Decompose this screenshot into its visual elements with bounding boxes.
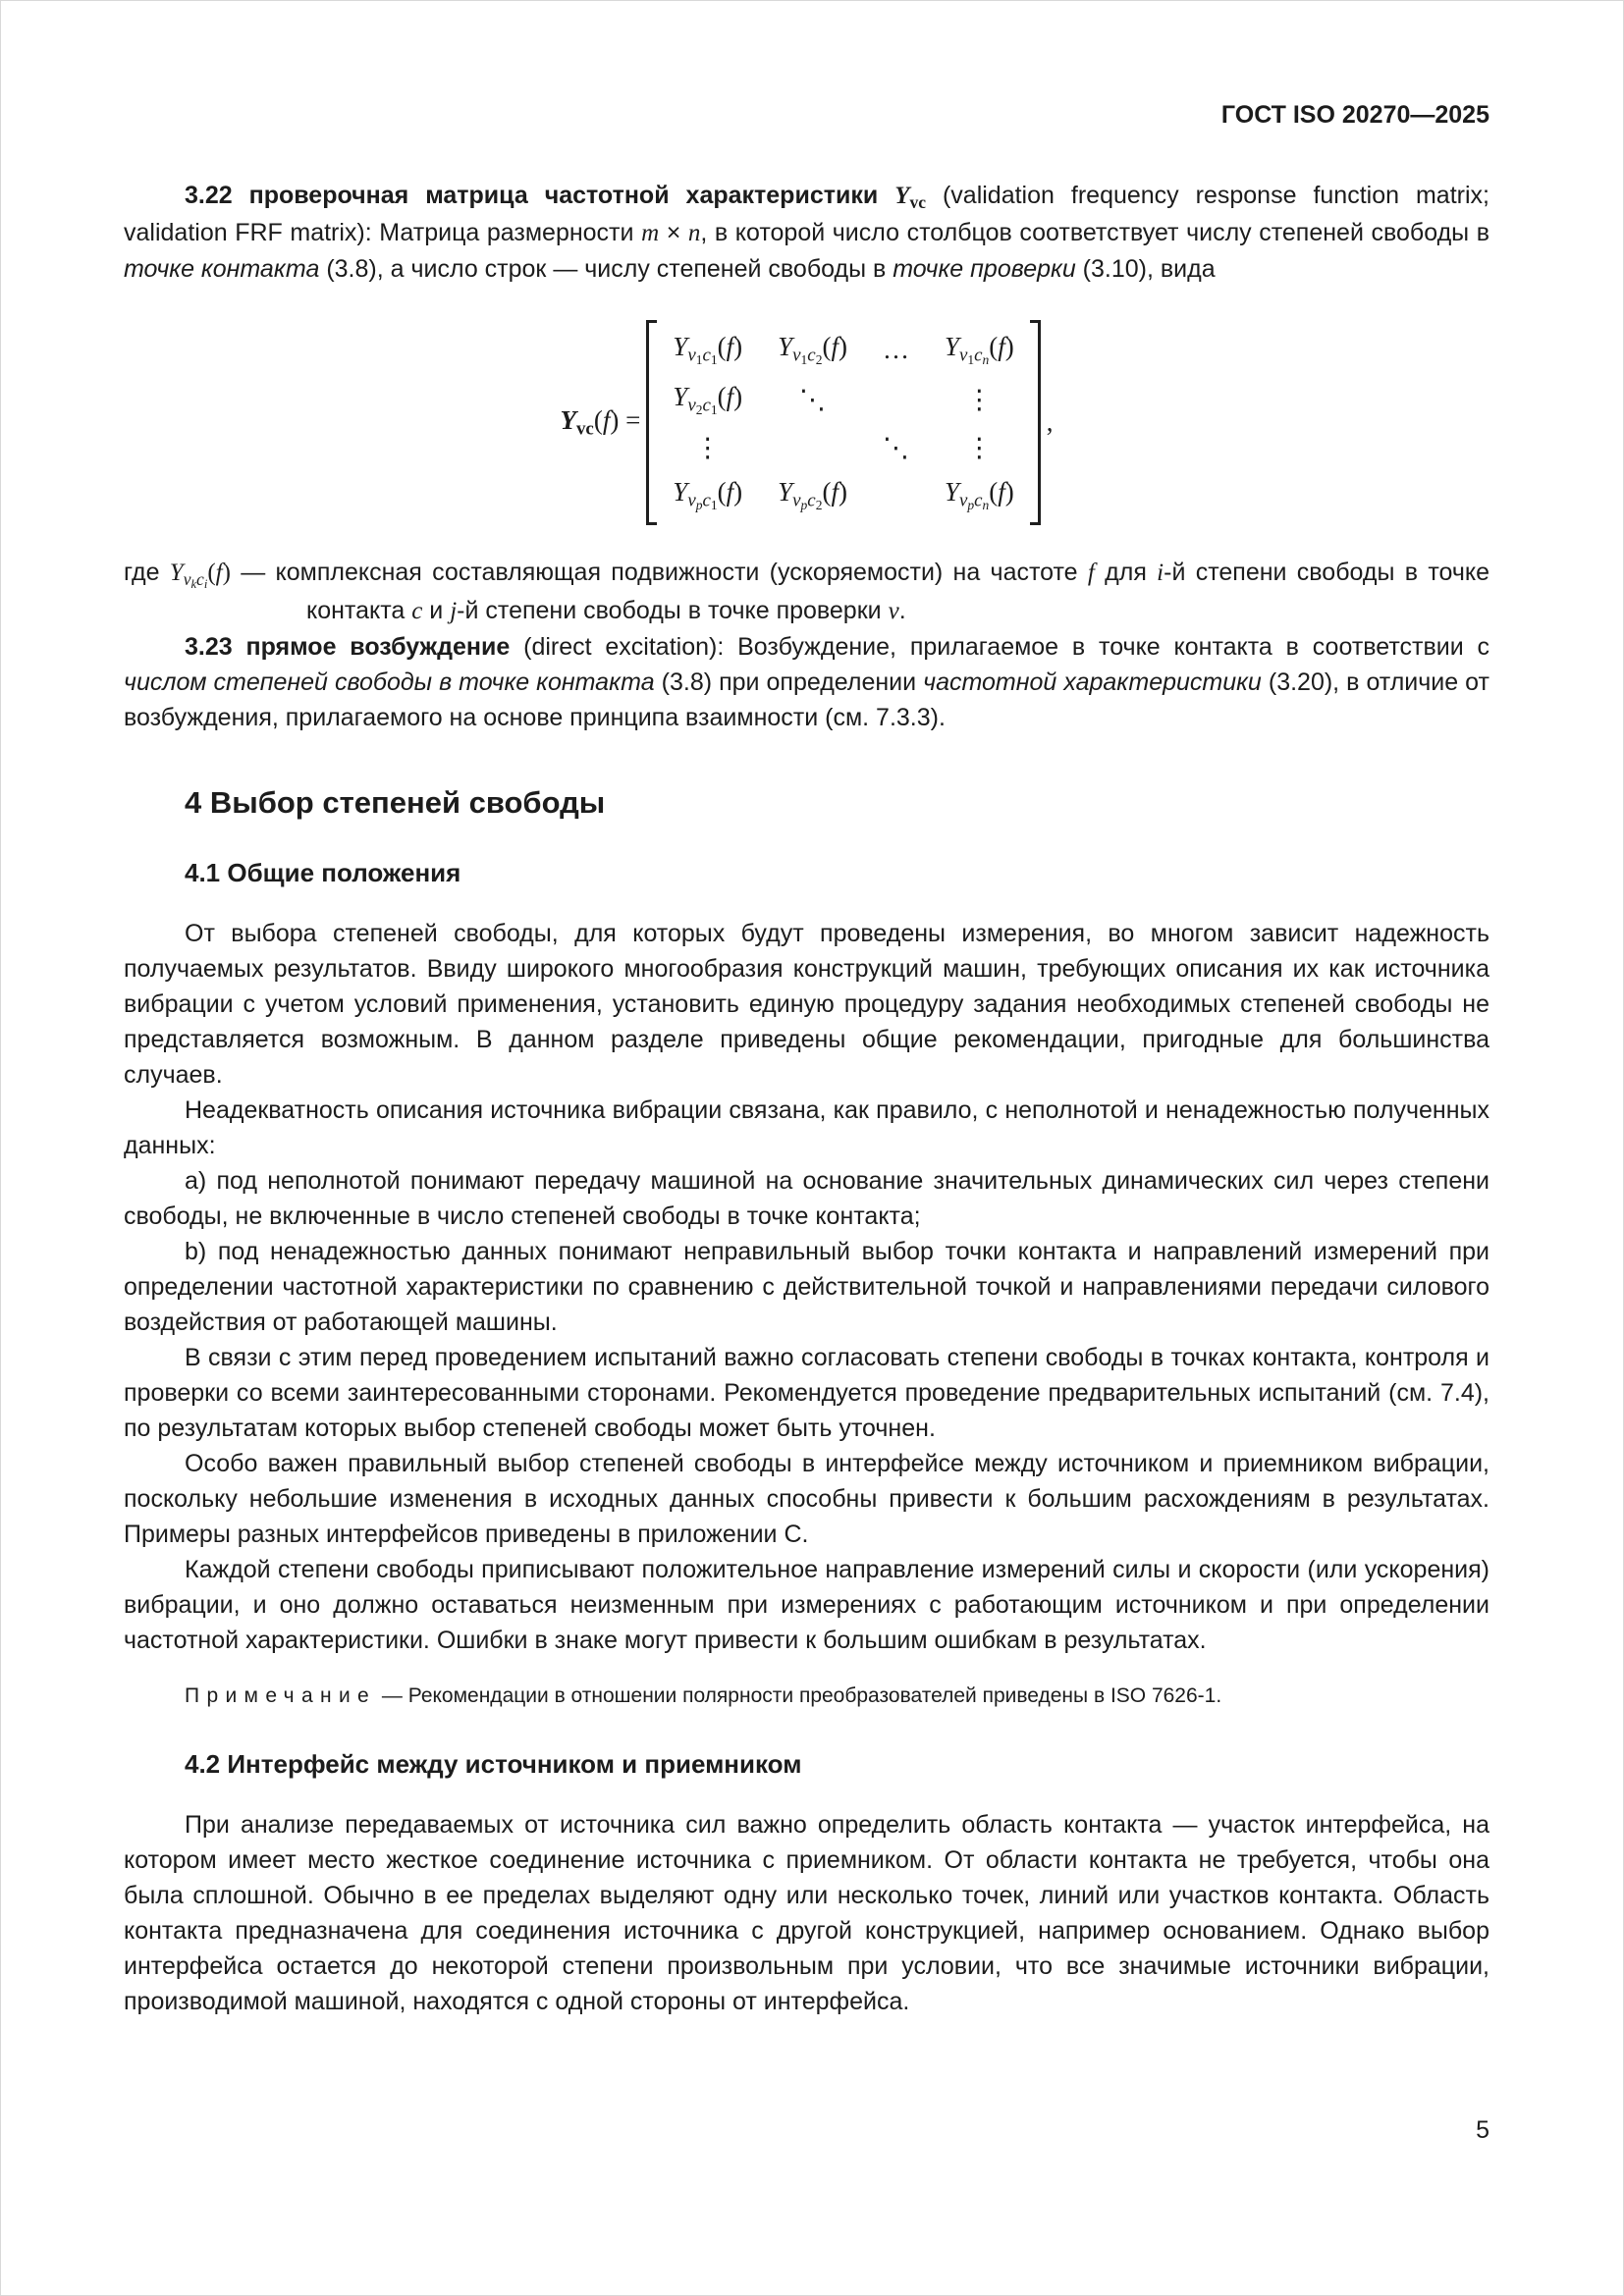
matrix-right-bracket: [1030, 320, 1041, 525]
formula-comma: ,: [1046, 407, 1054, 438]
paragraph-4-1-5: Каждой степени свободы приписывают положительное направление измерений силы и скорости (или ускорения) вибрации, и оно должно оставаться неизменным при измерениях с работающим источником и при определении частотной характеристики. Ошибки в знаке могут привести к большим ошибкам в результатах.: [124, 1556, 1489, 1655]
term-3-23-paragraph: 3.23 прямое возбуждение (direct excitation): Возбуждение, прилагаемое в точке контакта в соответствии с числом степеней свободы в точке контакта (3.8) при определении частотной характеристики (3.20), в отличие от возбуждения, прилагаемого на основе принципа взаимности (см. 7.3.3).: [124, 633, 1490, 731]
doc-number: ГОСТ ISO 20270—2025: [1220, 101, 1489, 129]
paragraph-4-1-3: В связи с этим перед проведением испытаний важно согласовать степени свободы в точках контакта, контроля и проверки со всеми заинтересованными сторонами. Рекомендуется проведение предварительных испытаний (см. 7.4), по результатам которых выбор степеней свободы может быть уточнен.: [124, 1344, 1489, 1443]
paragraph-4-1-2: Неадекватность описания источника вибрации связана, как правило, с неполнотой и ненадежностью полученных данных:: [124, 1096, 1489, 1160]
section-4-heading: 4 Выбор степеней свободы: [185, 785, 606, 820]
paragraph-4-1-4: Особо важен правильный выбор степеней свободы в интерфейсе между источником и приемником вибрации, поскольку небольшие изменения в исходных данных способны привести к большим расхождениям в результатах. Примеры разных интерфейсов приведены в приложении C.: [124, 1450, 1489, 1549]
formula-lhs: Yvc(f) =: [560, 404, 641, 440]
note-paragraph: Примечание — Рекомендации в отношении полярности преобразователей приведены в ISO 7626-1.: [185, 1684, 1222, 1708]
list-item-a-paragraph: a) под неполнотой понимают передачу машиной на основание значительных динамических сил через степени свободы, не включенные в число степеней свободы в точке контакта;: [124, 1167, 1489, 1231]
paragraph-4-2-1: При анализе передаваемых от источника сил важно определить область контакта — участок интерфейса, на котором имеет место жесткое соединение источника с приемником. От области контакта не требуется, чтобы она была сплошной. Обычно в ее пределах выделяют одну или несколько точек, линий или участков контакта. Область контакта предназначена для соединения источника с другой конструкцией, например основанием. Однако выбор интерфейса остается до некоторой степени произвольным при условии, что все значимые источники вибрации, производимой машиной, находятся с одной стороны от интерфейса.: [124, 1810, 1489, 2015]
matrix-body: $Yv_1c_1(f)$ $Yv_1c_2(f)$ … $Yv_1c_n(f)$ $Yv_2c_1(f)$ ⋱ ⋮ ⋮ ⋱ ⋮ $Yv_pc_1(f)$ $Yv_pc_2(f)$ $Yv_pc_n(f)$: [673, 332, 1014, 512]
subsection-4-1-heading: 4.1 Общие положения: [185, 858, 461, 888]
subsection-4-2-heading: 4.2 Интерфейс между источником и приемником: [185, 1748, 802, 1779]
formula-where-note: где $Yv_kc_i(f)$ — комплексная составляющая подвижности (ускоряемости) на частоте f для i-й степени свободы в точке контакта c и j-й степени свободы в точке проверки v.: [124, 558, 1490, 624]
page-number: 5: [1476, 2116, 1489, 2144]
matrix-left-bracket: [646, 320, 657, 525]
term-3-22-paragraph: 3.22 проверочная матрица частотной характеристики Yvc (validation frequency response function matrix; validation FRF matrix): Матрица размерности m × n, в которой число столбцов соответствует числу степеней свободы в точке контакта (3.8), а число строк — числу степеней свободы в точке проверки (3.10), вида: [124, 182, 1489, 284]
paragraph-4-1-1: От выбора степеней свободы, для которых будут проведены измерения, во многом зависит надежность получаемых результатов. Ввиду широкого многообразия конструкций машин, требующих описания их как источника вибрации с учетом условий применения, установить единую процедуру задания необходимых степеней свободы не представляется возможным. В данном разделе приведены общие рекомендации, пригодные для большинства случаев.: [124, 920, 1489, 1090]
page-content: [124, 1, 1489, 2019]
frf-matrix-formula: [124, 320, 1489, 525]
list-item-b-paragraph: b) под ненадежностью данных понимают неправильный выбор точки контакта и направлений измерений при определении частотной характеристики по сравнению с действительной точкой и направлениями передачи силового воздействия от работающей машины.: [124, 1238, 1489, 1337]
